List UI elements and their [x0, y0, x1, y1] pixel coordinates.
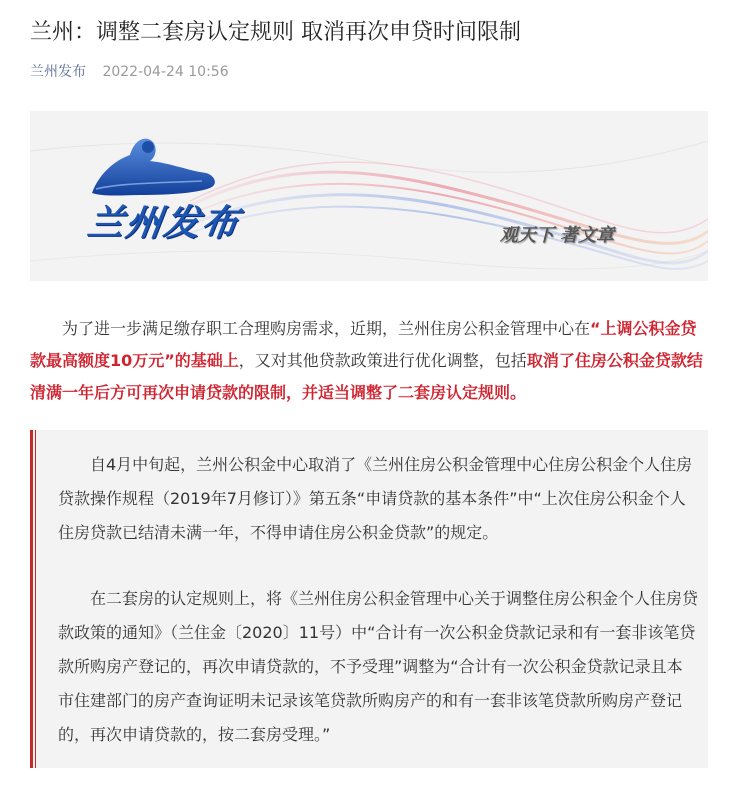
publish-date: 2022-04-24 10:56 — [102, 64, 229, 80]
author-link[interactable]: 兰州发布 — [30, 64, 86, 80]
quote-paragraph-1: 自4月中旬起，兰州公积金中心取消了《兰州住房公积金管理中心住房公积金个人住房贷款操作规程（2019年7月修订）》第五条“申请贷款的基本条件”中“上次住房公积金个人住房贷款已结清未满一年，不得申请住房公积金贷款”的规定。 — [58, 455, 693, 542]
intro-paragraph — [30, 313, 710, 409]
intro-text-1: 为了进一步满足缴存职工合理购房需求，近期，兰州住房公积金管理中心在 — [62, 319, 591, 338]
banner-image — [30, 111, 708, 281]
intro-text-2: ，又对其他贷款政策进行优化调整，包括 — [238, 351, 527, 370]
banner-slogan: 观天下 著文章 — [499, 225, 614, 246]
intro-highlight-2: 取消了住房公积金贷款结清满一年后方可再次申请贷款的限制，并适当调整了二套房认定规则。 — [30, 351, 703, 402]
quote-bar-thin — [35, 430, 36, 768]
article-title: 兰州：调整二套房认定规则 取消再次申贷时间限制 — [30, 20, 521, 45]
quote-block — [30, 430, 708, 768]
quote-paragraph-2: 在二套房的认定规则上，将《兰州住房公积金管理中心关于调整住房公积金个人住房贷款政策的通知》（兰住金〔2020〕11号）中“合计有一次公积金贷款记录和有一套非该笔贷款所购房产登记的，再次申请贷款的，不予受理”调整为“合计有一次公积金贷款记录且本市住建部门的房产查询证明未记录该笔贷款所购房产的和有一套非该笔贷款所购房产登记的，再次申请贷款的，按二套房受理。” — [58, 589, 699, 744]
banner-logo-text: 兰州发布 — [84, 202, 243, 244]
quote-bar — [30, 430, 33, 768]
intro-highlight-1: “上调公积金贷款最高额度10万元”的基础上 — [30, 319, 697, 370]
article-meta — [30, 62, 229, 82]
